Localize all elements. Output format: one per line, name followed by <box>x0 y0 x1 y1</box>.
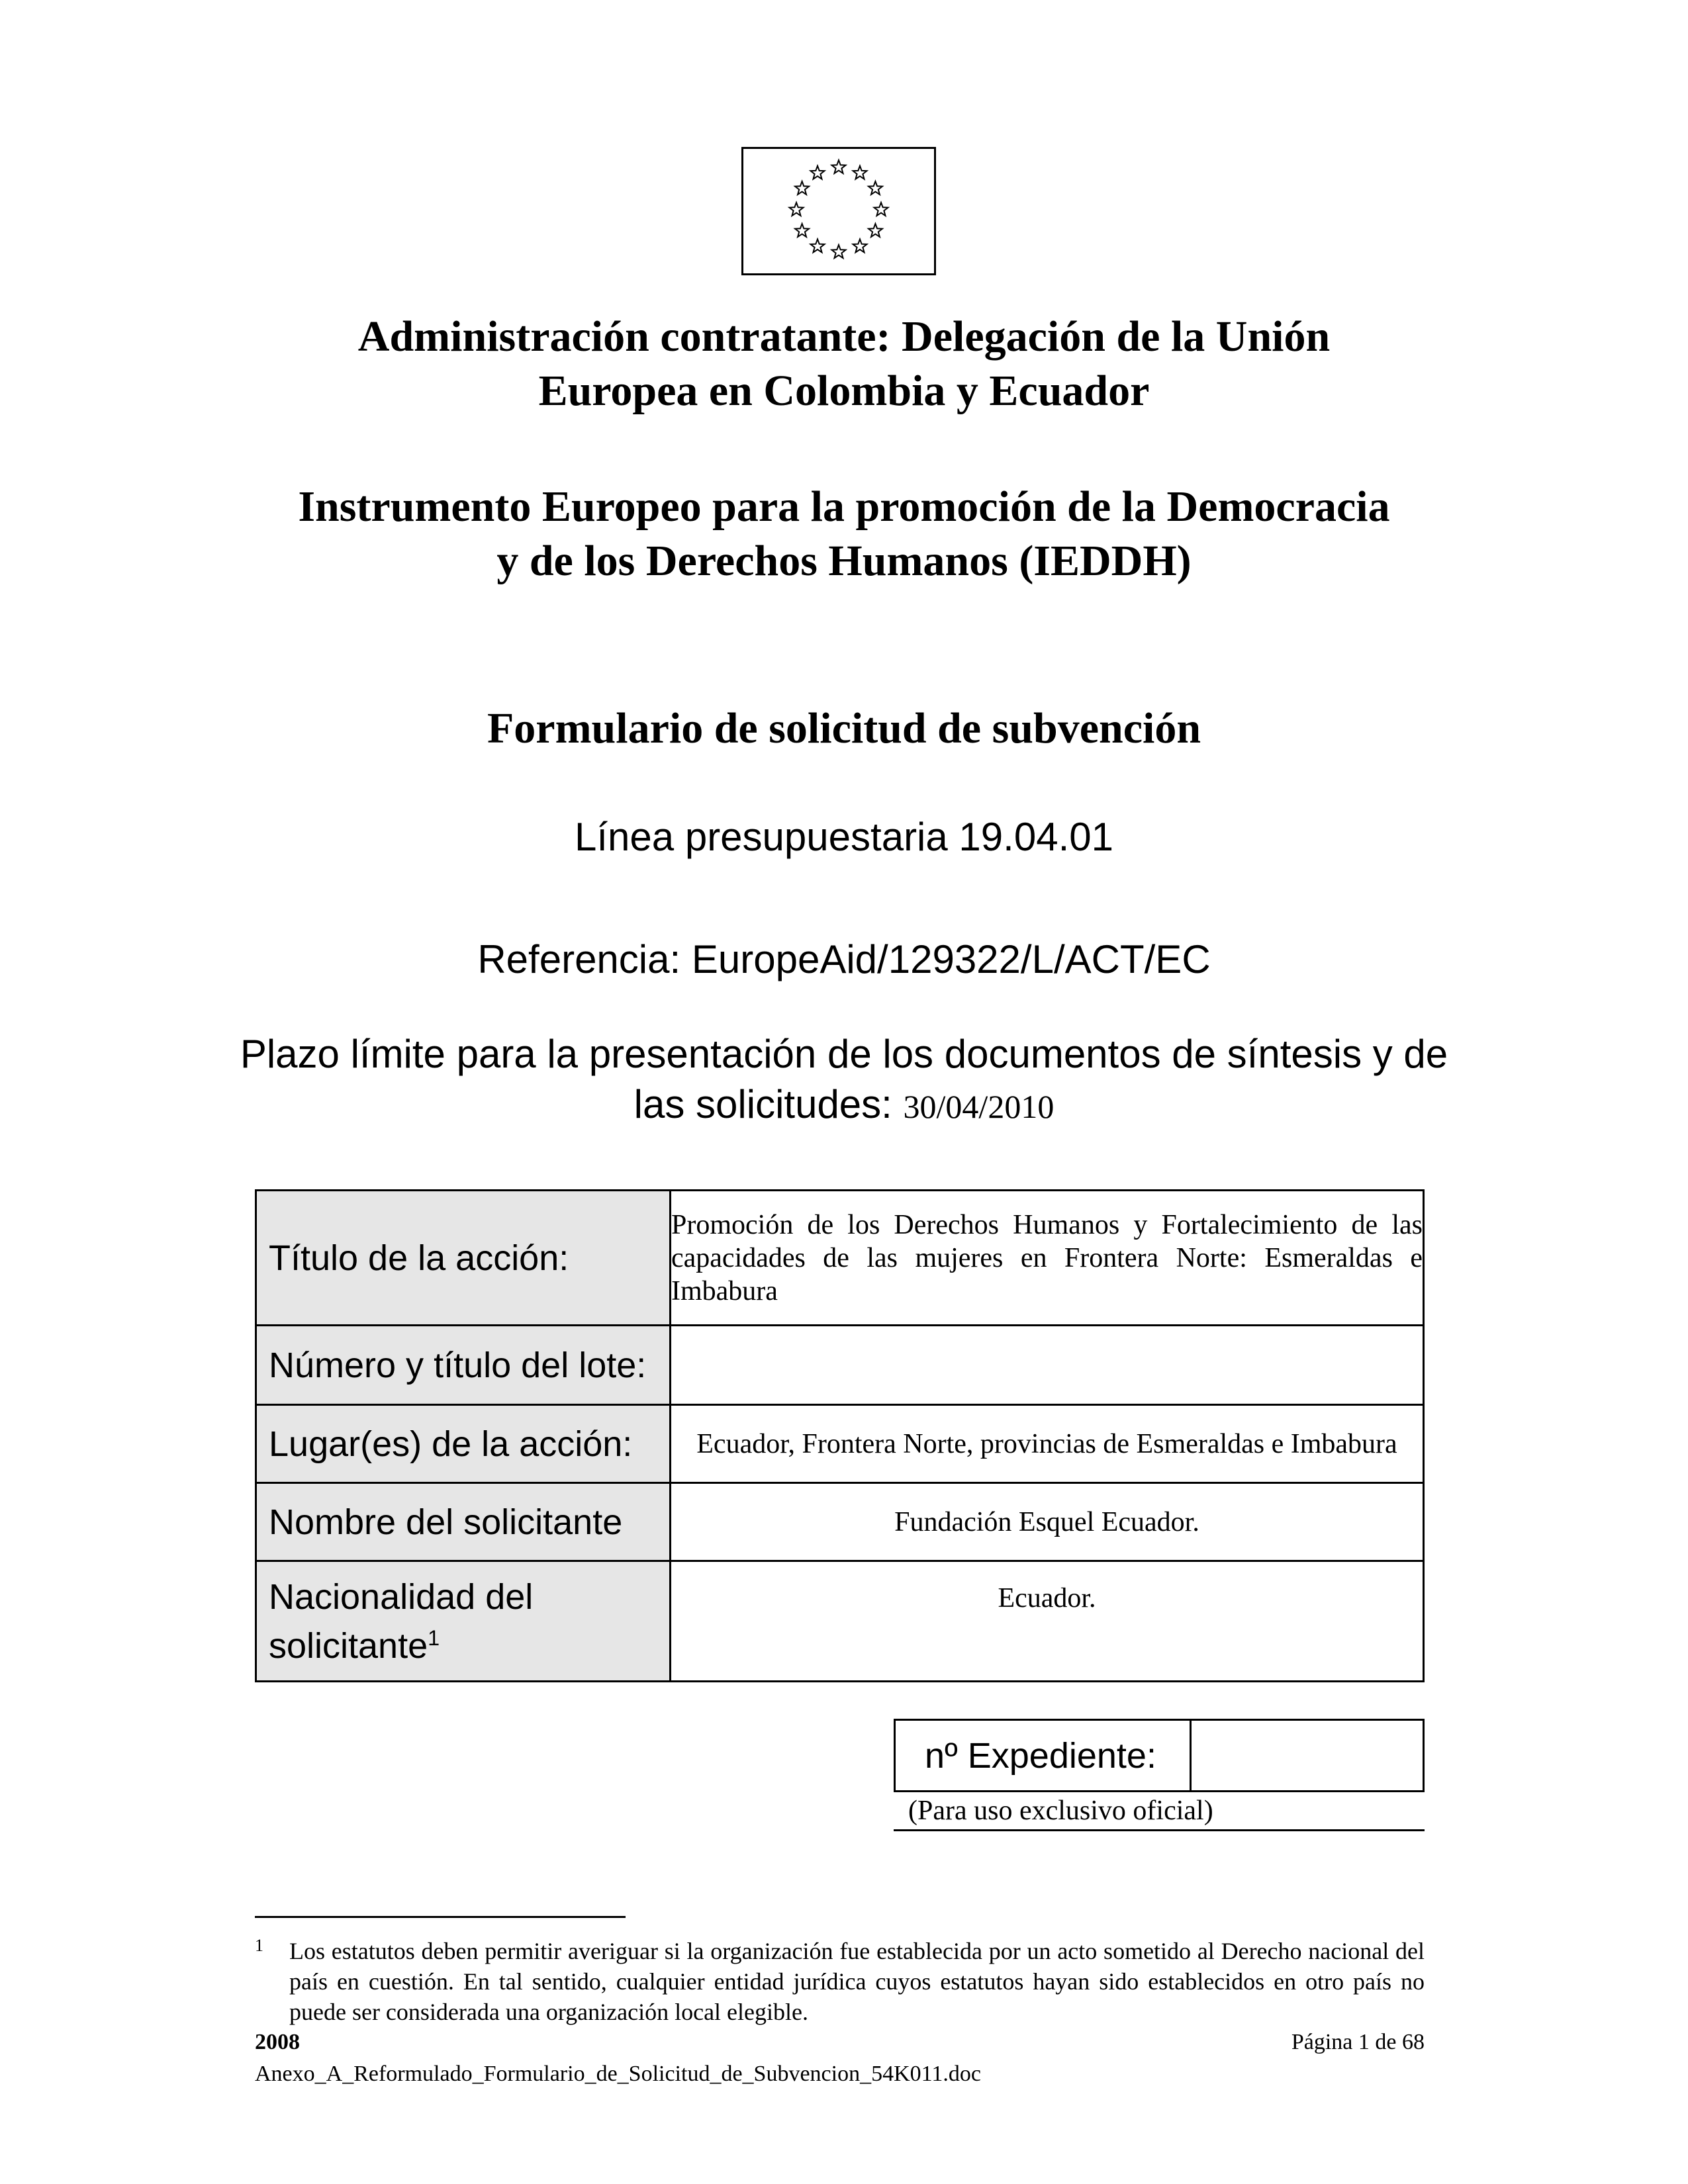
instrument-heading <box>0 480 1688 588</box>
expediente-field[interactable] <box>1191 1720 1424 1792</box>
expediente-label: nº Expediente: <box>895 1720 1191 1792</box>
table-row <box>256 1191 1424 1326</box>
deadline-text <box>0 1029 1688 1132</box>
action-title-value[interactable]: Promoción de los Derechos Humanos y Fortalecimiento de las capacidades de las mujeres en Frontera Norte: Esmeraldas e Imbabura <box>671 1191 1424 1326</box>
footer-year: 2008 <box>255 2030 300 2054</box>
applicant-nationality-label-text: Nacionalidad del solicitante <box>269 1576 534 1666</box>
expediente-table <box>894 1719 1425 1792</box>
footnote <box>255 1936 1425 2027</box>
star-icon <box>832 245 846 258</box>
applicant-name-value[interactable]: Fundación Esquel Ecuador. <box>671 1483 1424 1561</box>
star-icon <box>811 166 825 179</box>
page-number: Página 1 de 68 <box>1291 2030 1425 2054</box>
footnote-ref: 1 <box>428 1625 440 1650</box>
budget-line: Línea presupuestaria 19.04.01 <box>575 815 1113 859</box>
applicant-name-label: Nombre del solicitante <box>256 1483 671 1561</box>
action-location-label: Lugar(es) de la acción: <box>256 1405 671 1483</box>
table-row <box>256 1561 1424 1682</box>
form-title: Formulario de solicitud de subvención <box>487 704 1201 752</box>
star-icon <box>853 166 867 179</box>
applicant-nationality-value[interactable]: Ecuador. <box>671 1561 1424 1682</box>
page-footer <box>255 2026 981 2090</box>
lot-label: Número y título del lote: <box>256 1326 671 1405</box>
footer-filename: Anexo_A_Reformulado_Formulario_de_Solicitud_de_Subvencion_54K011.doc <box>255 2062 981 2086</box>
eu-flag-icon <box>741 147 936 275</box>
star-icon <box>811 239 825 252</box>
star-icon <box>795 224 809 237</box>
footnote-separator <box>255 1916 626 1918</box>
footnote-text: Los estatutos deben permitir averiguar si la organización fue establecida por un acto sometido al Derecho nacional del país en cuestión. En tal sentido, cualquier entidad jurídica cuyos estatutos hayan sido establecidos en otro país no puede ser considerada una organización local elegible. <box>289 1938 1425 2025</box>
instrument-line-1: Instrumento Europeo para la promoción de la Democracia <box>298 482 1390 531</box>
application-details-table <box>255 1189 1425 1682</box>
table-row <box>256 1405 1424 1483</box>
table-row <box>256 1326 1424 1405</box>
contracting-authority-heading <box>0 310 1688 418</box>
star-icon <box>868 181 882 195</box>
contracting-authority-line-1: Administración contratante: Delegación de la Unión <box>357 312 1331 361</box>
applicant-nationality-label <box>256 1561 671 1682</box>
table-row <box>256 1483 1424 1561</box>
expediente-note: (Para uso exclusivo oficial) <box>894 1792 1425 1831</box>
table-row <box>895 1720 1424 1792</box>
star-icon <box>874 203 888 216</box>
instrument-line-2: y de los Derechos Humanos (IEDDH) <box>496 537 1192 585</box>
star-icon <box>853 239 867 252</box>
action-location-value[interactable]: Ecuador, Frontera Norte, provincias de Esmeraldas e Imbabura <box>671 1405 1424 1483</box>
action-title-label: Título de la acción: <box>256 1191 671 1326</box>
deadline-label: las solicitudes: <box>633 1082 892 1126</box>
deadline-date: 30/04/2010 <box>903 1088 1055 1125</box>
footnote-number: 1 <box>255 1936 263 1955</box>
lot-value[interactable] <box>671 1326 1424 1405</box>
star-icon <box>832 160 846 173</box>
deadline-line-2 <box>0 1079 1688 1132</box>
star-icon <box>868 224 882 237</box>
reference-line: Referencia: EuropeAid/129322/L/ACT/EC <box>477 937 1211 981</box>
eu-stars-circle <box>743 149 934 273</box>
deadline-line-1: Plazo límite para la presentación de los documentos de síntesis y de <box>240 1032 1448 1076</box>
star-icon <box>795 181 809 195</box>
star-icon <box>790 203 804 216</box>
contracting-authority-line-2: Europea en Colombia y Ecuador <box>538 367 1150 415</box>
